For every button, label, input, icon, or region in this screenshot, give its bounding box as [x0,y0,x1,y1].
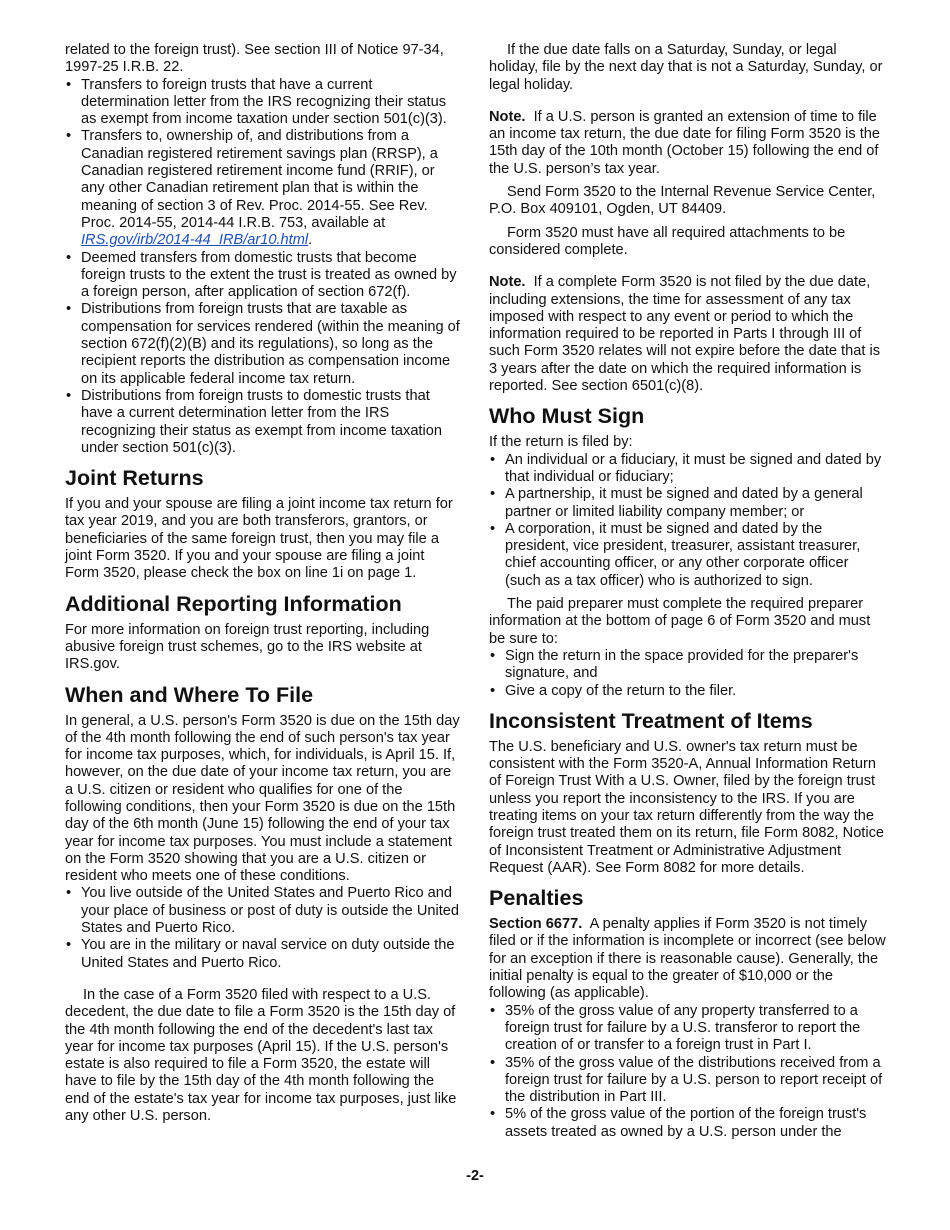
note-extension [489,109,887,178]
note-label: Note. [489,274,526,291]
additional-reporting-text: For more information on foreign trust reporting, including abusive foreign trust schemes, go to the IRS website at IRS.gov. [65,621,430,673]
note-label: Note. [489,108,526,125]
list-item: • You live outside of the United States and Puerto Rico and your place of business or post of duty is outside the United States and Puerto Rico. [65,885,460,937]
joint-returns-text: If you and your spouse are filing a joint income tax return for tax year 2019, and you are both transferors, grantors, or beneficiaries of the same foreign trust, then you may file a joint Form 3520. If you and your spouse are filing a joint Form 3520, please check the box on line 1i on page 1. [65,496,453,582]
inconsistent-treatment-heading: Inconsistent Treatment of Items [489,708,813,733]
list-item: • Transfers to, ownership of, and distributions from a Canadian registered retirement savings plan (RRSP), a Canadian registered retirement income fund (RRIF), or any other Canadian retirement plan that is within the meaning of section 3 of Rev. Proc. 2014-55. See Rev. Proc. 2014-55, 2014-44 I.R.B. 753, available at IRS.gov/irb/2014-44_IRB/ar10.html. [65,128,460,249]
joint-returns-heading: Joint Returns [65,466,204,491]
list-item: • Deemed transfers from domestic trusts that become foreign trusts to the extent the trust is treated as owned by a foreign person, after application of section 672(f). [65,250,460,302]
penalties-heading: Penalties [489,886,584,911]
list-item: • A partnership, it must be signed and dated by a general partner or limited liability company member; or [489,486,887,521]
list-item: • 5% of the gross value of the portion of the foreign trust's assets treated as owned by a U.S. person under the [489,1106,887,1141]
preparer-text: The paid preparer must complete the required preparer information at the bottom of page 6 of Form 3520 and must be sure to: [489,596,871,647]
list-item: • You are in the military or naval service on duty outside the United States and Puerto Rico. [65,937,460,972]
note-assessment [489,274,887,395]
sign-intro: If the return is filed by: [489,434,633,451]
left-column [65,42,460,1125]
when-where-heading: When and Where To File [65,682,314,707]
right-column [489,42,887,1141]
list-item: • 35% of the gross value of the distributions received from a foreign trust for failure by a U.S. person to report receipt of the distribution in Part III. [489,1055,887,1107]
note-assessment-text: If a complete Form 3520 is not filed by the due date, including extensions, the time for assessment of any tax imposed with respect to any event or period to which the information required to be reported in Parts I through III of such Form 3520 relates will not expire before the date that is 3 years after the date on which the required information is reported. See section 6501(c)(8). [489,274,880,395]
list-item: • Sign the return in the space provided for the preparer's signature, and [489,648,887,683]
due-date-text: If the due date falls on a Saturday, Sunday, or legal holiday, file by the next day that is not a Saturday, Sunday, or legal holiday. [489,42,883,93]
list-item: • Give a copy of the return to the filer. [489,683,887,700]
rrsp-link[interactable]: IRS.gov/irb/2014-44_IRB/ar10.html [81,232,309,249]
decedent-text: In the case of a Form 3520 filed with respect to a U.S. decedent, the due date to file a Form 3520 is the 15th day of the 4th month following the end of the decedent's last tax year for income tax purposes (April 15). If the U.S. person's estate is also required to file a Form 3520, the estate will have to file by the 15th day of the 4th month following the end of the estate's tax year for income tax purposes, just like any other U.S. person. [65,986,457,1125]
attachments-text: Form 3520 must have all required attachments to be considered complete. [489,224,846,258]
inconsistent-treatment-text: The U.S. beneficiary and U.S. owner's tax return must be consistent with the Form 3520-A, Annual Information Return of Foreign Trust With a U.S. Owner, filed by the foreign trust unless you report the inconsistency to the IRS. If you are treating items on your tax return differently from the way the foreign trust treated them on its return, file Form 8082, Notice of Inconsistent Treatment or Administrative Adjustment Request (AAR). See Form 8082 for more details. [489,738,885,876]
list-item: • Transfers to foreign trusts that have a current determination letter from the IRS recognizing their status as exempt from income taxation under section 501(c)(3). [65,77,460,129]
section-label: Section 6677. [489,916,583,933]
additional-reporting-heading: Additional Reporting Information [65,591,402,616]
list-item: • Distributions from foreign trusts to domestic trusts that have a current determination letter from the IRS recognizing their status as exempt from income taxation under section 501(c)(3). [65,388,460,457]
list-item: • A corporation, it must be signed and dated by the president, vice president, treasurer, assistant treasurer, chief accounting officer, or any other corporate officer (such as a tax officer) who is authorized to sign. [489,521,887,590]
list-item: • 35% of the gross value of any property transferred to a foreign trust for failure by a U.S. transferor to report the creation of or transfer to a foreign trust in Part I. [489,1003,887,1055]
section-6677-text: A penalty applies if Form 3520 is not timely filed or if the information is incomplete or incorrect (see below for an exception if there is reasonable cause). Generally, the initial penalty is equal to the greater of $10,000 or the following (as applicable). [489,916,886,1002]
intro-text: related to the foreign trust). See section III of Notice 97-34, 1997-25 I.R.B. 22. [65,42,444,76]
send-address-text: Send Form 3520 to the Internal Revenue Service Center, P.O. Box 409101, Ogden, UT 84409. [489,184,876,218]
note-extension-text: If a U.S. person is granted an extension of time to file an income tax return, the due date for filing Form 3520 is the 15th day of the 10th month (October 15) following the end of the U.S. person’s tax year. [489,108,881,177]
list-item: • An individual or a fiduciary, it must be signed and dated by that individual or fiduciary; [489,452,887,487]
section-6677 [489,916,887,1002]
when-where-text: In general, a U.S. person's Form 3520 is due on the 15th day of the 4th month following the end of such person's tax year for income tax purposes, which, for individuals, is April 15. If, however, on the due date of your income tax return, you are a U.S. citizen or resident who qualifies for one of the following conditions, then your Form 3520 is due on the 15th day of the 6th month (June 15) following the end of your tax year for income tax purposes. You must include a statement on the Form 3520 showing that you are a U.S. citizen or resident who meets one of these conditions. [65,712,460,885]
who-must-sign-heading: Who Must Sign [489,404,645,429]
rrsp-bullet-text: Transfers to, ownership of, and distributions from a Canadian registered retirement savings plan (RRSP), a Canadian registered retirement income fund (RRIF), or any other Canadian retirement plan that is within the meaning of section 3 of Rev. Proc. 2014-55. See Rev. Proc. 2014-55, 2014-44 I.R.B. 753, available at [81,128,438,231]
list-item: • Distributions from foreign trusts that are taxable as compensation for services rendered (within the meaning of section 672(f)(2)(B) and its regulations), so long as the recipient reports the distribution as compensation income on its applicable federal income tax return. [65,301,460,387]
page-number: -2- [466,1168,484,1184]
